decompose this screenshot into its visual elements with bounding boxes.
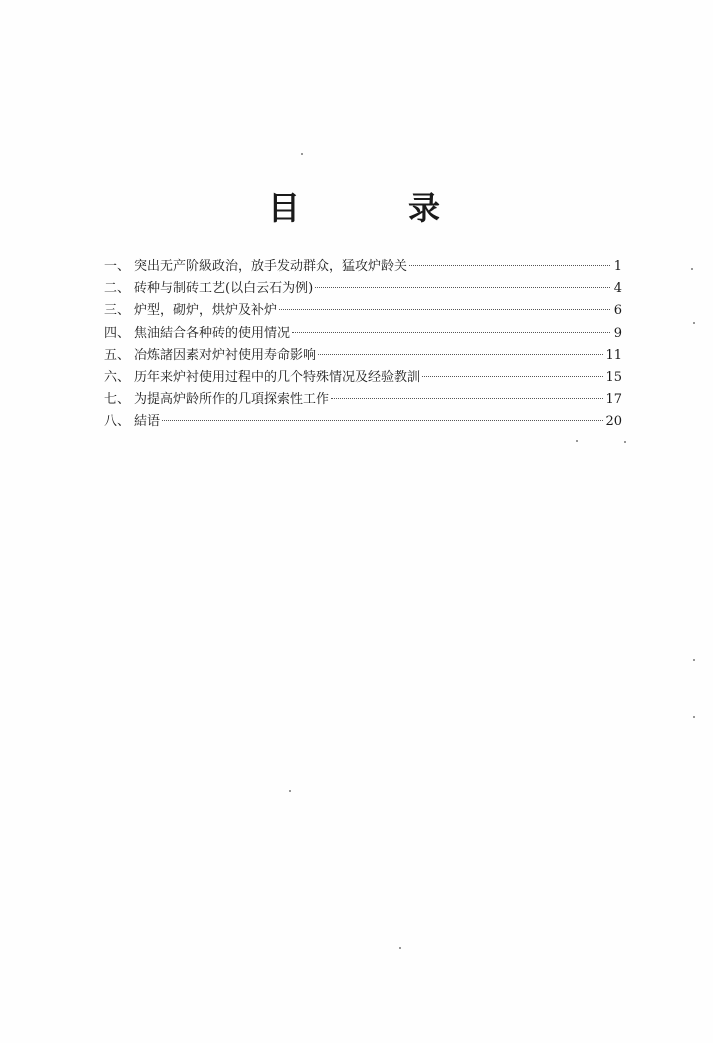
toc-entry-number: 八、 [104, 414, 131, 430]
scan-speck [399, 947, 401, 949]
toc-entry-title: 历年来炉衬使用过程中的几个特殊情况及经验教訓 [134, 369, 421, 385]
toc-entry-page: 11 [605, 347, 622, 363]
toc-entry-page: 15 [605, 369, 622, 385]
scan-speck [691, 268, 693, 270]
scan-speck [301, 153, 303, 155]
toc-entry-number: 五、 [104, 347, 131, 363]
toc-entry [104, 411, 622, 433]
scan-speck [693, 322, 695, 324]
toc-entry-page: 20 [605, 414, 622, 430]
toc-entry-page: 1 [613, 259, 622, 274]
toc-entry-number: 七、 [104, 392, 131, 408]
toc-entry-number: 二、 [104, 281, 131, 297]
dot-leader [279, 309, 610, 310]
toc-entry-page: 4 [613, 281, 622, 297]
toc-entry-title: 焦油結合各种砖的使用情况 [134, 325, 291, 341]
dot-leader [422, 376, 603, 377]
toc-entry-page: 9 [613, 325, 622, 341]
toc-entry-number: 四、 [104, 325, 131, 341]
toc-entry [104, 256, 622, 278]
dot-leader [315, 287, 610, 288]
toc-entry-title: 結语 [134, 414, 161, 430]
toc-entry-number: 一、 [104, 259, 131, 274]
toc-entry [104, 389, 622, 411]
scan-speck [693, 716, 695, 718]
scan-speck [624, 441, 626, 443]
toc-entry-number: 六、 [104, 369, 131, 385]
toc-entry-title: 砖种与制砖工艺(以白云石为例) [134, 281, 314, 297]
toc-heading-char-1: 目 [268, 189, 301, 227]
toc-heading-char-2: 录 [408, 189, 441, 227]
toc-entry [104, 323, 622, 345]
dot-leader [162, 420, 603, 421]
dot-leader [292, 332, 610, 333]
scan-speck [576, 440, 578, 442]
toc-entry-title: 为提高炉龄所作的几項探索性工作 [134, 392, 330, 408]
toc-entry-title: 冶炼諸因素对炉衬使用寿命影响 [134, 347, 317, 363]
toc-heading [268, 188, 458, 228]
scan-speck [289, 790, 291, 792]
scan-speck [693, 659, 695, 661]
toc-entry-title: 炉型，砌炉，烘炉及补炉 [134, 303, 278, 319]
dot-leader [318, 354, 603, 355]
toc-entry-page: 6 [613, 303, 622, 319]
toc-entry [104, 345, 622, 367]
toc-entry-title: 突出无产阶級政治，放手发动群众，猛攻炉龄关 [134, 259, 408, 274]
toc-entry [104, 367, 622, 389]
table-of-contents [104, 256, 622, 434]
toc-entry [104, 278, 622, 300]
dot-leader [331, 398, 603, 399]
toc-entry [104, 300, 622, 322]
toc-entry-page: 17 [605, 392, 622, 408]
toc-entry-number: 三、 [104, 303, 131, 319]
dot-leader [409, 265, 610, 266]
